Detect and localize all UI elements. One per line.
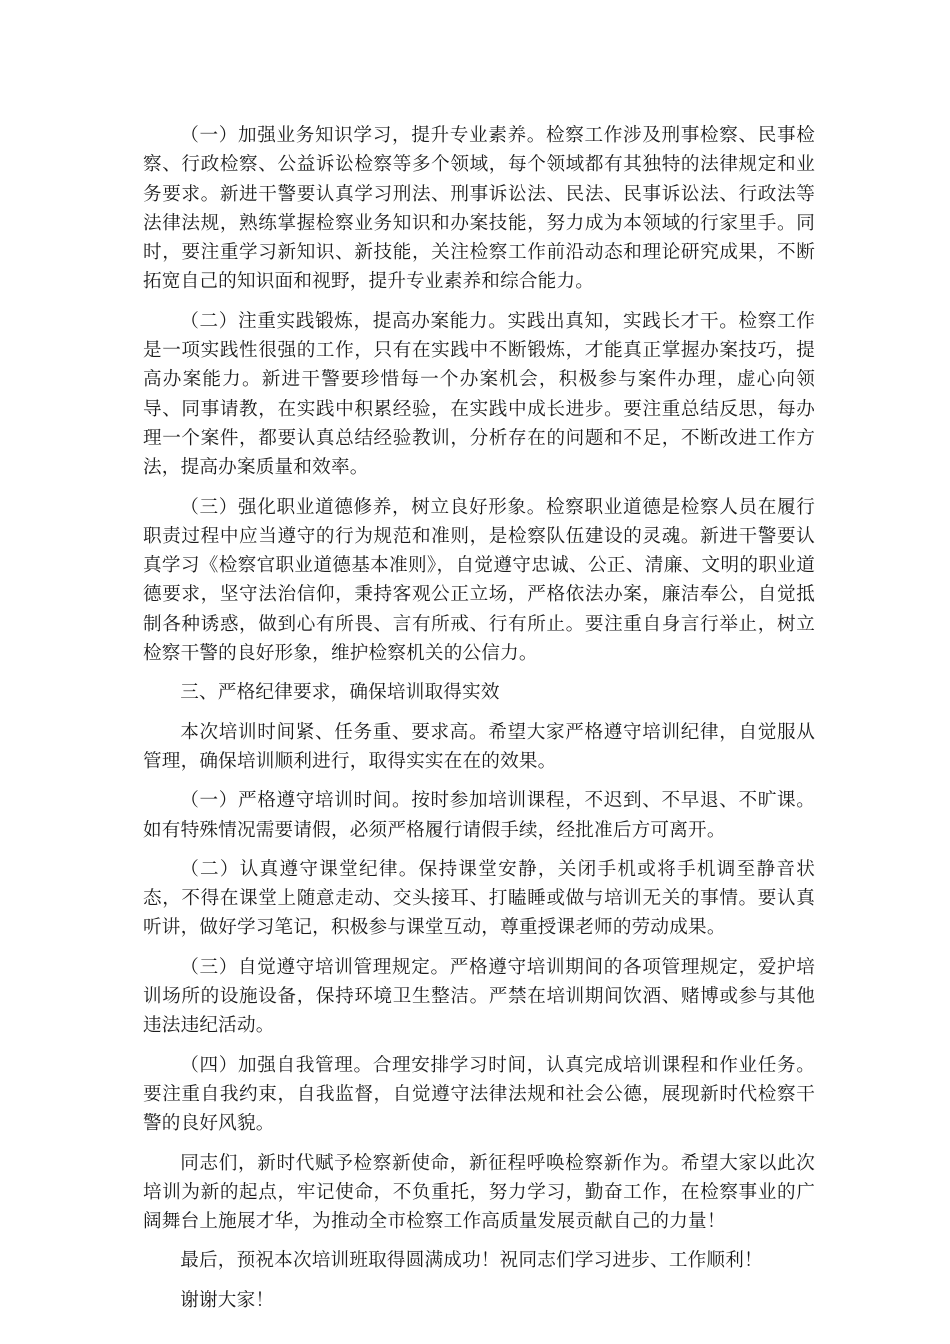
paragraph-practice: （二）注重实践锻炼，提高办案能力。实践出真知，实践长才干。检察工作是一项实践性很强的工作，只有在实践中不断锻炼，才能真正掌握办案技巧，提高办案能力。新进干警要珍惜每一个办案机会，积极参与案件办理，虚心向领导、同事请教，在实践中积累经验，在实践中成长进步。要注重总结反思，每办理一个案件，都要认真总结经验教训，分析存在的问题和不足，不断改进工作方法，提高办案质量和效率。 — [143, 310, 815, 479]
document-page — [143, 121, 815, 1325]
paragraph-management-rules: （三）自觉遵守培训管理规定。严格遵守培训期间的各项管理规定，爱护培训场所的设施设备，保持环境卫生整洁。严禁在培训期间饮酒、赌博或参与其他违法违纪活动。 — [143, 956, 815, 1037]
paragraph-ethics: （三）强化职业道德修养，树立良好形象。检察职业道德是检察人员在履行职责过程中应当遵守的行为规范和准则，是检察队伍建设的灵魂。新进干警要认真学习《检察官职业道德基本准则》，自觉遵守忠诚、公正、清廉、文明的职业道德要求，坚守法治信仰，秉持客观公正立场，严格依法办案，廉洁奉公，自觉抵制各种诱惑，做到心有所畏、言有所戒、行有所止。要注重自身言行举止，树立检察干警的良好形象，维护检察机关的公信力。 — [143, 496, 815, 665]
section-heading-discipline: 三、严格纪律要求，确保培训取得实效 — [180, 682, 500, 704]
paragraph-classroom-discipline: （二）认真遵守课堂纪律。保持课堂安静，关闭手机或将手机调至静音状态，不得在课堂上随意走动、交头接耳、打瞌睡或做与培训无关的事情。要认真听讲，做好学习笔记，积极参与课堂互动，尊重授课老师的劳动成果。 — [143, 858, 815, 939]
paragraph-discipline-intro: 本次培训时间紧、任务重、要求高。希望大家严格遵守培训纪律，自觉服从管理，确保培训顺利进行，取得实实在在的效果。 — [143, 721, 815, 772]
paragraph-training-time: （一）严格遵守培训时间。按时参加培训课程，不迟到、不早退、不旷课。如有特殊情况需要请假，必须严格履行请假手续，经批准后方可离开。 — [143, 790, 815, 841]
paragraph-closing-appeal: 同志们，新时代赋予检察新使命，新征程呼唤检察新作为。希望大家以此次培训为新的起点，牢记使命，不负重托，努力学习，勤奋工作，在检察事业的广阔舞台上施展才华，为推动全市检察工作高质量发展贡献自己的力量！ — [143, 1152, 815, 1233]
paragraph-self-management: （四）加强自我管理。合理安排学习时间，认真完成培训课程和作业任务。要注重自我约束，自我监督，自觉遵守法律法规和社会公德，展现新时代检察干警的良好风貌。 — [143, 1054, 815, 1135]
paragraph-thanks: 谢谢大家！ — [180, 1289, 275, 1311]
paragraph-wishes: 最后，预祝本次培训班取得圆满成功！祝同志们学习进步、工作顺利！ — [180, 1250, 763, 1272]
paragraph-business-knowledge: （一）加强业务知识学习，提升专业素养。检察工作涉及刑事检察、民事检察、行政检察、公益诉讼检察等多个领域，每个领域都有其独特的法律规定和业务要求。新进干警要认真学习刑法、刑事诉讼法、民法、民事诉讼法、行政法等法律法规，熟练掌握检察业务知识和办案技能，努力成为本领域的行家里手。同时，要注重学习新知识、新技能，关注检察工作前沿动态和理论研究成果，不断拓宽自己的知识面和视野，提升专业素养和综合能力。 — [143, 125, 815, 293]
